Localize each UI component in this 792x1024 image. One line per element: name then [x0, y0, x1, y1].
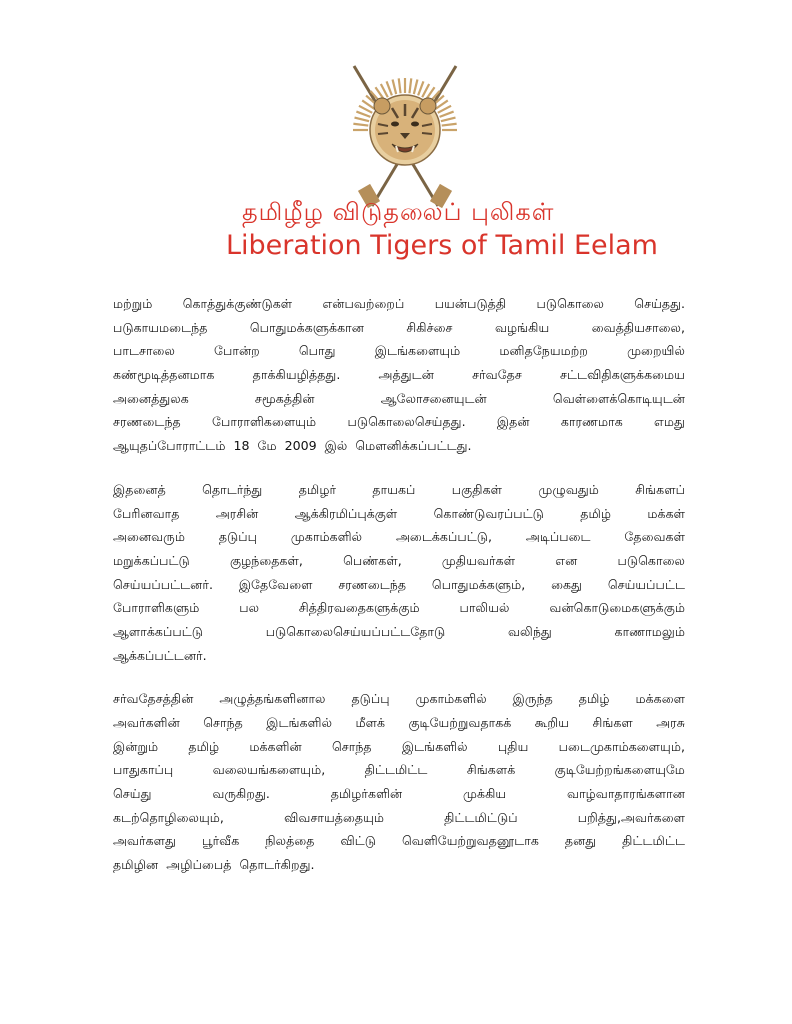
org-title-english: Liberation Tigers of Tamil Eelam	[226, 230, 658, 261]
emblem-ray	[355, 118, 370, 122]
text-line: இதனைத் தொடர்ந்து தமிழர் தாயகப் பகுதிகள் முழுவதும் சிங்களப்	[113, 481, 685, 497]
paragraph	[113, 478, 685, 668]
text-line: தமிழின அழிப்பைத் தொடர்கிறது.	[113, 857, 315, 873]
text-line: பாடசாலை போன்ற பொது இடங்களையும் மனிதநேயமற்ற முறையில்	[113, 343, 685, 359]
text-line: கடற்தொழிலையும், விவசாயத்தையும் திட்டமிட்டுப் பறித்து,அவர்களை	[113, 809, 685, 825]
org-title-tamil: தமிழீழ விடுதலைப் புலிகள்	[242, 198, 555, 226]
emblem-ray	[409, 78, 411, 93]
emblem-ray	[393, 80, 397, 95]
paragraph	[113, 687, 685, 877]
text-line: அவர்களின் சொந்த இடங்களில் மீளக் குடியேற்றுவதாகக் கூறிய சிங்கள அரசு	[113, 715, 685, 730]
document-body	[113, 292, 685, 877]
emblem-ray	[441, 118, 456, 122]
paragraph-gap	[113, 458, 685, 478]
text-line: கண்மூடித்தனமாக தாக்கியழித்தது. அத்துடன் சர்வதேச சட்டவிதிகளுக்கமைய	[113, 367, 685, 383]
text-line: மற்றும் கொத்துக்குண்டுகள் என்பவற்றைப் பயன்படுத்தி படுகொலை செய்தது.	[113, 296, 685, 311]
emblem-ray	[418, 81, 423, 95]
text-line: செய்து வருகிறது. தமிழர்களின் முக்கிய வாழ்வாதாரங்களான	[113, 786, 685, 802]
text-line: அவர்களது பூர்வீக நிலத்தை விட்டு வெளியேற்றுவதனூடாக தனது திட்டமிட்ட	[113, 833, 685, 849]
emblem-ray	[387, 81, 392, 95]
emblem-ray	[440, 112, 454, 117]
emblem-ray	[356, 112, 370, 117]
emblem-ray	[353, 124, 368, 126]
text-line: பேரினவாத அரசின் ஆக்கிரமிப்புக்குள் கொண்டுவரப்பட்டு தமிழ் மக்கள்	[113, 505, 685, 521]
text-line: பாதுகாப்பு வலையங்களையும், திட்டமிட்ட சிங்களக் குடியேற்றங்களையுமே	[113, 762, 685, 778]
emblem-ray	[399, 78, 401, 93]
text-line: மறுக்கப்பட்டு குழந்தைகள், பெண்கள், முதியவர்கள் என படுகொலை	[113, 552, 685, 568]
text-line: சர்வதேசத்தின் அழுத்தங்களினால தடுப்பு முகாம்களில் இருந்த தமிழ் மக்களை	[113, 691, 685, 707]
text-line: செய்யப்பட்டனர். இதேவேளை சரணடைந்த பொதுமக்களும், கைது செய்யப்பட்ட	[113, 576, 685, 592]
text-line: ஆக்கப்பட்டனர்.	[113, 647, 207, 663]
emblem-ray	[414, 80, 418, 95]
text-line: ஆயுதப்போராட்டம் 18 மே 2009 இல் மௌனிக்கப்பட்டது.	[113, 438, 472, 454]
tiger-emblem-icon	[340, 60, 470, 210]
text-line: போராளிகளும் பல சித்திரவதைகளுக்கும் பாலியல் வன்கொடுமைகளுக்கும்	[113, 600, 685, 616]
text-line: இன்றும் தமிழ் மக்களின் சொந்த இடங்களில் புதிய படைமுகாம்களையும்,	[113, 738, 685, 754]
paragraph	[113, 292, 685, 458]
text-line: படுகாயமடைந்த பொதுமக்களுக்கான சிகிச்சை வழங்கிய வைத்தியசாலை,	[113, 319, 685, 335]
text-line: அனைத்துலக சமூகத்தின் ஆலோசனையுடன் வெள்ளைக்கொடியுடன்	[113, 390, 685, 406]
text-line: அனைவரும் தடுப்பு முகாம்களில் அடைக்கப்பட்டு, அடிப்படை தேவைகள்	[113, 529, 685, 545]
text-line: ஆளாக்கப்பட்டு படுகொலைசெய்யப்பட்டதோடு வலிந்து காணாமலும்	[113, 623, 685, 639]
emblem-ray	[442, 124, 457, 126]
paragraph-gap	[113, 667, 685, 687]
text-line: சரணடைந்த போராளிகளையும் படுகொலைசெய்தது. இதன் காரணமாக எமது	[113, 414, 685, 430]
